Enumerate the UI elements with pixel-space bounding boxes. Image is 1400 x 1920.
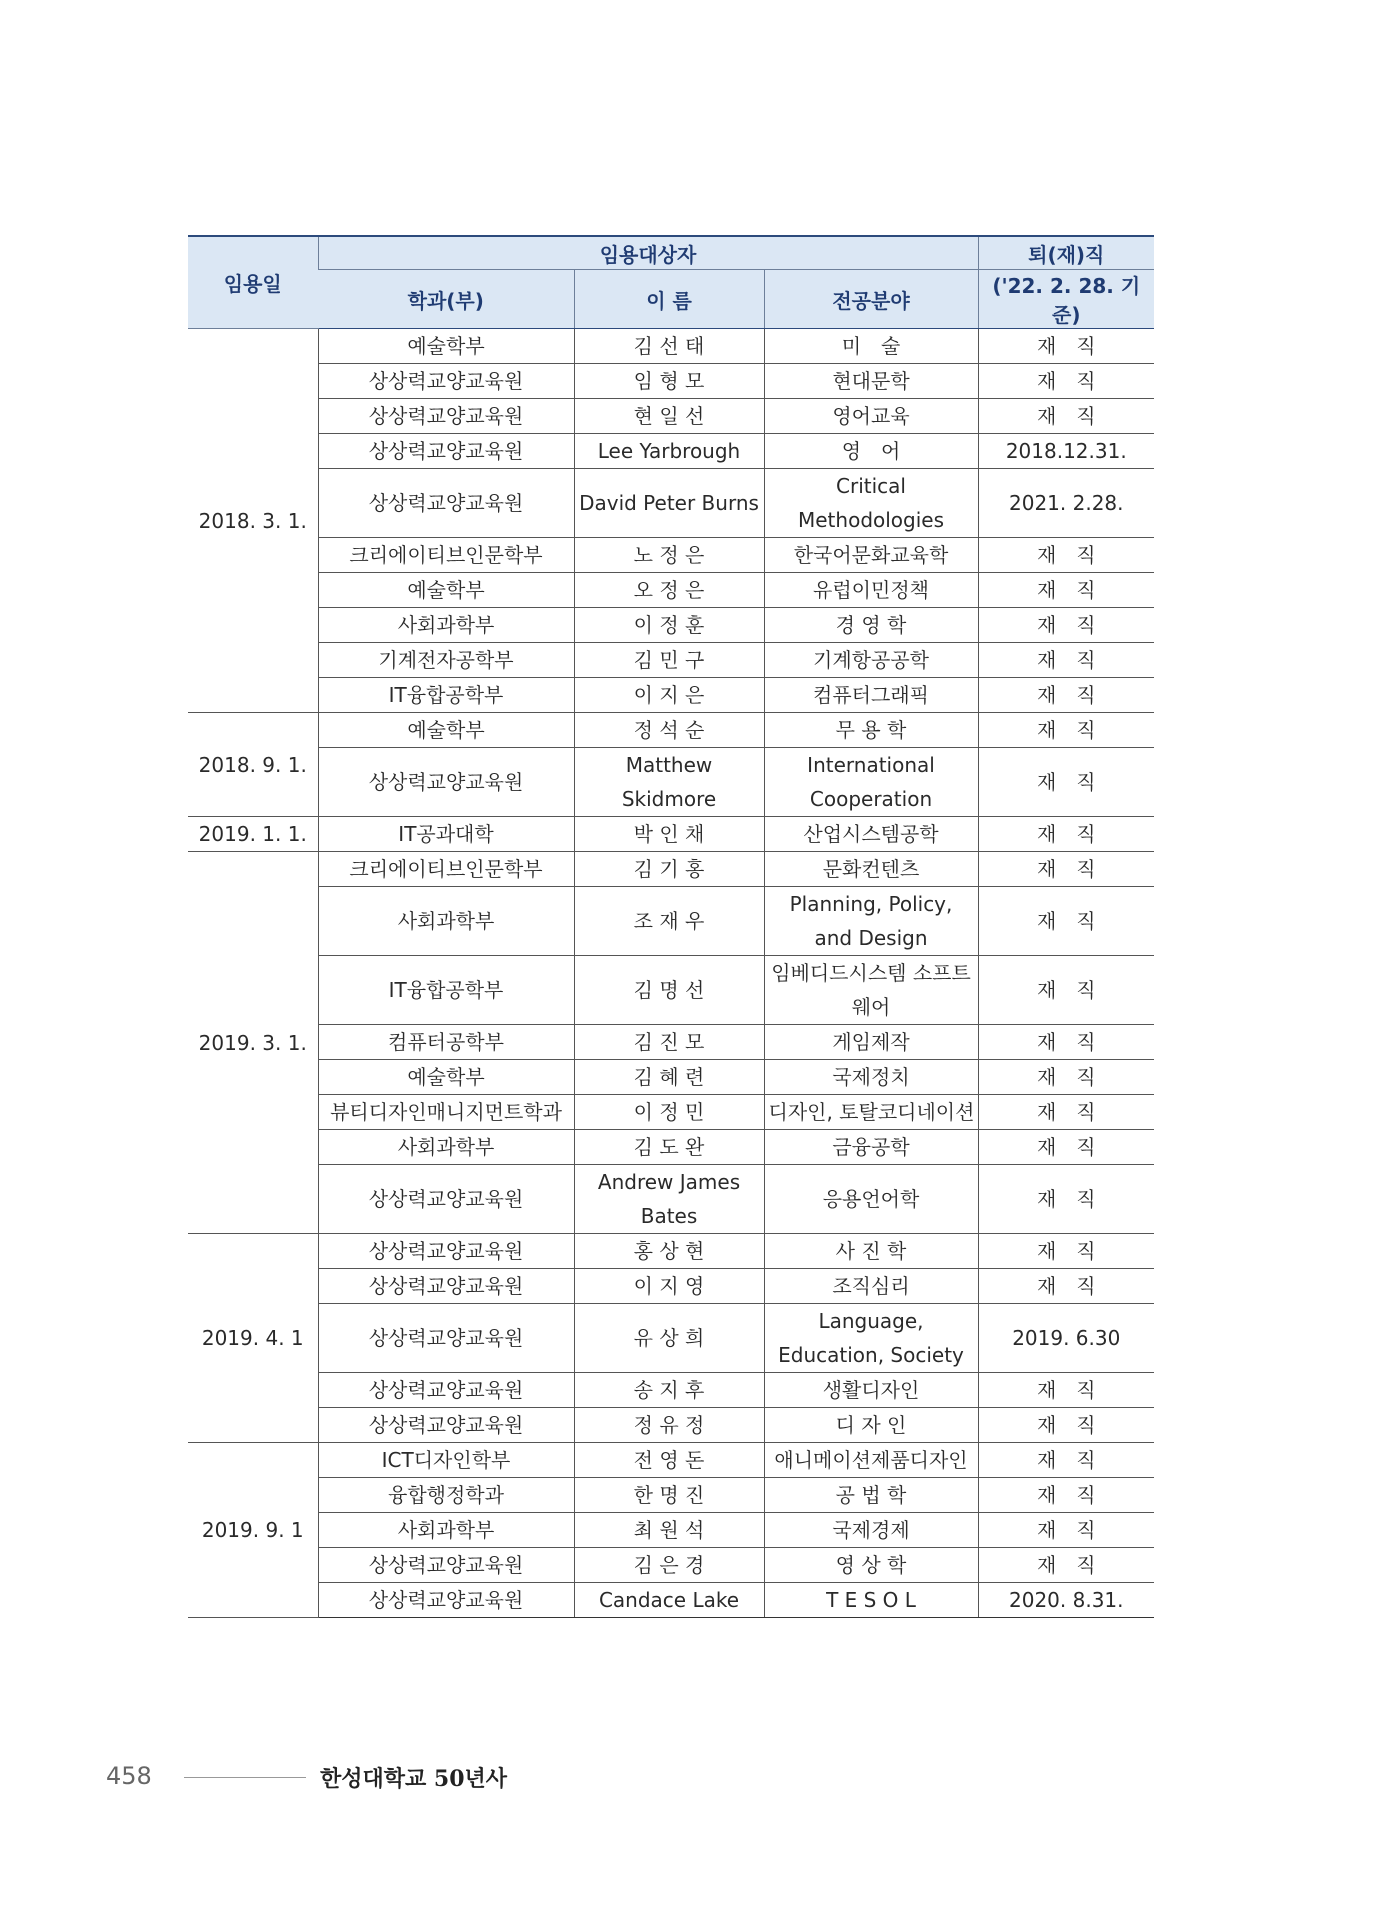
name-cell: Andrew James Bates [574,1165,764,1234]
department-cell: 사회과학부 [318,887,574,956]
name-cell: 전 영 돈 [574,1443,764,1478]
name-cell: 이 정 훈 [574,608,764,643]
status-cell: 재 직 [978,1060,1154,1095]
table-row [188,1130,1154,1165]
name-cell: 조 재 우 [574,887,764,956]
name-cell: 현 일 선 [574,399,764,434]
table-row [188,434,1154,469]
table-row [188,713,1154,748]
table-row [188,956,1154,1025]
header-status-basis: ('22. 2. 28. 기준) [978,270,1154,329]
department-cell: IT융합공학부 [318,956,574,1025]
major-cell: 유럽이민정책 [764,573,978,608]
department-cell: 예술학부 [318,713,574,748]
department-cell: 상상력교양교육원 [318,364,574,399]
status-cell: 재 직 [978,817,1154,852]
major-cell: Language, Education, Society [764,1304,978,1373]
appointment-date-cell: 2019. 9. 1 [188,1443,318,1618]
table-row [188,852,1154,887]
appointment-table-container [188,235,1154,1618]
table-body [188,329,1154,1618]
status-cell: 재 직 [978,538,1154,573]
major-cell: 영 상 학 [764,1548,978,1583]
table-row [188,1060,1154,1095]
table-row [188,469,1154,538]
major-cell: 산업시스템공학 [764,817,978,852]
status-cell: 재 직 [978,364,1154,399]
table-row [188,1443,1154,1478]
table-row [188,608,1154,643]
name-cell: David Peter Burns [574,469,764,538]
name-cell: 김 기 홍 [574,852,764,887]
status-cell: 재 직 [978,1234,1154,1269]
status-cell: 2019. 6.30 [978,1304,1154,1373]
department-cell: 상상력교양교육원 [318,748,574,817]
major-cell: 영 어 [764,434,978,469]
status-cell: 재 직 [978,643,1154,678]
name-cell: 박 인 채 [574,817,764,852]
department-cell: 상상력교양교육원 [318,1373,574,1408]
department-cell: 상상력교양교육원 [318,1269,574,1304]
table-row [188,1513,1154,1548]
status-cell: 2021. 2.28. [978,469,1154,538]
table-row [188,1304,1154,1373]
department-cell: IT융합공학부 [318,678,574,713]
header-department: 학과(부) [318,270,574,329]
status-cell: 재 직 [978,1165,1154,1234]
department-cell: 예술학부 [318,1060,574,1095]
status-cell: 재 직 [978,608,1154,643]
status-cell: 재 직 [978,1269,1154,1304]
department-cell: 상상력교양교육원 [318,1165,574,1234]
major-cell: 국제경제 [764,1513,978,1548]
name-cell: 김 은 경 [574,1548,764,1583]
header-name: 이 름 [574,270,764,329]
name-cell: 김 도 완 [574,1130,764,1165]
department-cell: 상상력교양교육원 [318,434,574,469]
department-cell: 뷰티디자인매니지먼트학과 [318,1095,574,1130]
major-cell: 임베디드시스템 소프트웨어 [764,956,978,1025]
name-cell: 오 정 은 [574,573,764,608]
table-row [188,1095,1154,1130]
table-row [188,1373,1154,1408]
major-cell: 기계항공공학 [764,643,978,678]
department-cell: ICT디자인학부 [318,1443,574,1478]
appointment-date-cell: 2018. 3. 1. [188,329,318,713]
department-cell: 상상력교양교육원 [318,1583,574,1618]
appointment-date-cell: 2019. 3. 1. [188,852,318,1234]
name-cell: 김 진 모 [574,1025,764,1060]
appointment-date-cell: 2019. 1. 1. [188,817,318,852]
table-row [188,1583,1154,1618]
page-footer [106,1762,806,1792]
table-row [188,1478,1154,1513]
department-cell: 크리에이티브인문학부 [318,852,574,887]
table-row [188,887,1154,956]
major-cell: 무 용 학 [764,713,978,748]
table-row [188,1165,1154,1234]
table-row [188,748,1154,817]
major-cell: 게임제작 [764,1025,978,1060]
name-cell: 김 혜 련 [574,1060,764,1095]
name-cell: 최 원 석 [574,1513,764,1548]
name-cell: 이 지 은 [574,678,764,713]
table-row [188,1025,1154,1060]
footer-divider [184,1777,306,1778]
status-cell: 재 직 [978,1025,1154,1060]
status-cell: 재 직 [978,1443,1154,1478]
status-cell: 재 직 [978,1373,1154,1408]
status-cell: 재 직 [978,748,1154,817]
department-cell: 기계전자공학부 [318,643,574,678]
table-row [188,399,1154,434]
table-row [188,817,1154,852]
status-cell: 2020. 8.31. [978,1583,1154,1618]
department-cell: 컴퓨터공학부 [318,1025,574,1060]
page-number: 458 [106,1762,152,1790]
table-row [188,538,1154,573]
major-cell: 디자인, 토탈코디네이션 [764,1095,978,1130]
table-row [188,1269,1154,1304]
name-cell: Matthew Skidmore [574,748,764,817]
major-cell: 컴퓨터그래픽 [764,678,978,713]
name-cell: Candace Lake [574,1583,764,1618]
major-cell: 한국어문화교육학 [764,538,978,573]
major-cell: Critical Methodologies [764,469,978,538]
department-cell: 사회과학부 [318,1130,574,1165]
major-cell: 현대문학 [764,364,978,399]
table-row [188,573,1154,608]
name-cell: 김 명 선 [574,956,764,1025]
appointment-date-cell: 2019. 4. 1 [188,1234,318,1443]
name-cell: 이 지 영 [574,1269,764,1304]
header-status: 퇴(재)직 [978,236,1154,270]
department-cell: 상상력교양교육원 [318,399,574,434]
major-cell: 생활디자인 [764,1373,978,1408]
name-cell: 유 상 희 [574,1304,764,1373]
major-cell: International Cooperation [764,748,978,817]
department-cell: 사회과학부 [318,1513,574,1548]
department-cell: 상상력교양교육원 [318,1408,574,1443]
major-cell: Planning, Policy, and Design [764,887,978,956]
major-cell: 미 술 [764,329,978,364]
major-cell: 애니메이션제품디자인 [764,1443,978,1478]
department-cell: 상상력교양교육원 [318,1234,574,1269]
department-cell: 예술학부 [318,573,574,608]
status-cell: 재 직 [978,956,1154,1025]
name-cell: 정 유 정 [574,1408,764,1443]
department-cell: 상상력교양교육원 [318,1304,574,1373]
header-major: 전공분야 [764,270,978,329]
major-cell: 디 자 인 [764,1408,978,1443]
header-appointee-group: 임용대상자 [318,236,978,270]
name-cell: 이 정 민 [574,1095,764,1130]
major-cell: 공 법 학 [764,1478,978,1513]
status-cell: 재 직 [978,399,1154,434]
name-cell: 노 정 은 [574,538,764,573]
department-cell: 사회과학부 [318,608,574,643]
name-cell: 정 석 순 [574,713,764,748]
major-cell: 조직심리 [764,1269,978,1304]
status-cell: 재 직 [978,1095,1154,1130]
status-cell: 재 직 [978,329,1154,364]
major-cell: 영어교육 [764,399,978,434]
status-cell: 재 직 [978,1548,1154,1583]
name-cell: 김 선 태 [574,329,764,364]
status-cell: 재 직 [978,713,1154,748]
name-cell: 송 지 후 [574,1373,764,1408]
table-row [188,364,1154,399]
table-row [188,1408,1154,1443]
major-cell: 금융공학 [764,1130,978,1165]
major-cell: T E S O L [764,1583,978,1618]
table-row [188,678,1154,713]
appointment-table [188,235,1154,1618]
status-cell: 재 직 [978,887,1154,956]
department-cell: 예술학부 [318,329,574,364]
name-cell: 홍 상 현 [574,1234,764,1269]
status-cell: 재 직 [978,1130,1154,1165]
appointment-date-cell: 2018. 9. 1. [188,713,318,817]
status-cell: 재 직 [978,852,1154,887]
major-cell: 국제정치 [764,1060,978,1095]
name-cell: Lee Yarbrough [574,434,764,469]
name-cell: 김 민 구 [574,643,764,678]
status-cell: 2018.12.31. [978,434,1154,469]
major-cell: 문화컨텐츠 [764,852,978,887]
department-cell: 융합행정학과 [318,1478,574,1513]
department-cell: 크리에이티브인문학부 [318,538,574,573]
name-cell: 한 명 진 [574,1478,764,1513]
major-cell: 사 진 학 [764,1234,978,1269]
major-cell: 응용언어학 [764,1165,978,1234]
table-row [188,1234,1154,1269]
table-row [188,643,1154,678]
status-cell: 재 직 [978,1513,1154,1548]
table-header [188,236,1154,329]
status-cell: 재 직 [978,1478,1154,1513]
table-row [188,1548,1154,1583]
book-title: 한성대학교 50년사 [320,1766,508,1792]
header-appointment-date: 임용일 [188,236,318,329]
department-cell: 상상력교양교육원 [318,1548,574,1583]
status-cell: 재 직 [978,678,1154,713]
status-cell: 재 직 [978,1408,1154,1443]
department-cell: 상상력교양교육원 [318,469,574,538]
department-cell: IT공과대학 [318,817,574,852]
table-row [188,329,1154,364]
major-cell: 경 영 학 [764,608,978,643]
status-cell: 재 직 [978,573,1154,608]
name-cell: 임 형 모 [574,364,764,399]
